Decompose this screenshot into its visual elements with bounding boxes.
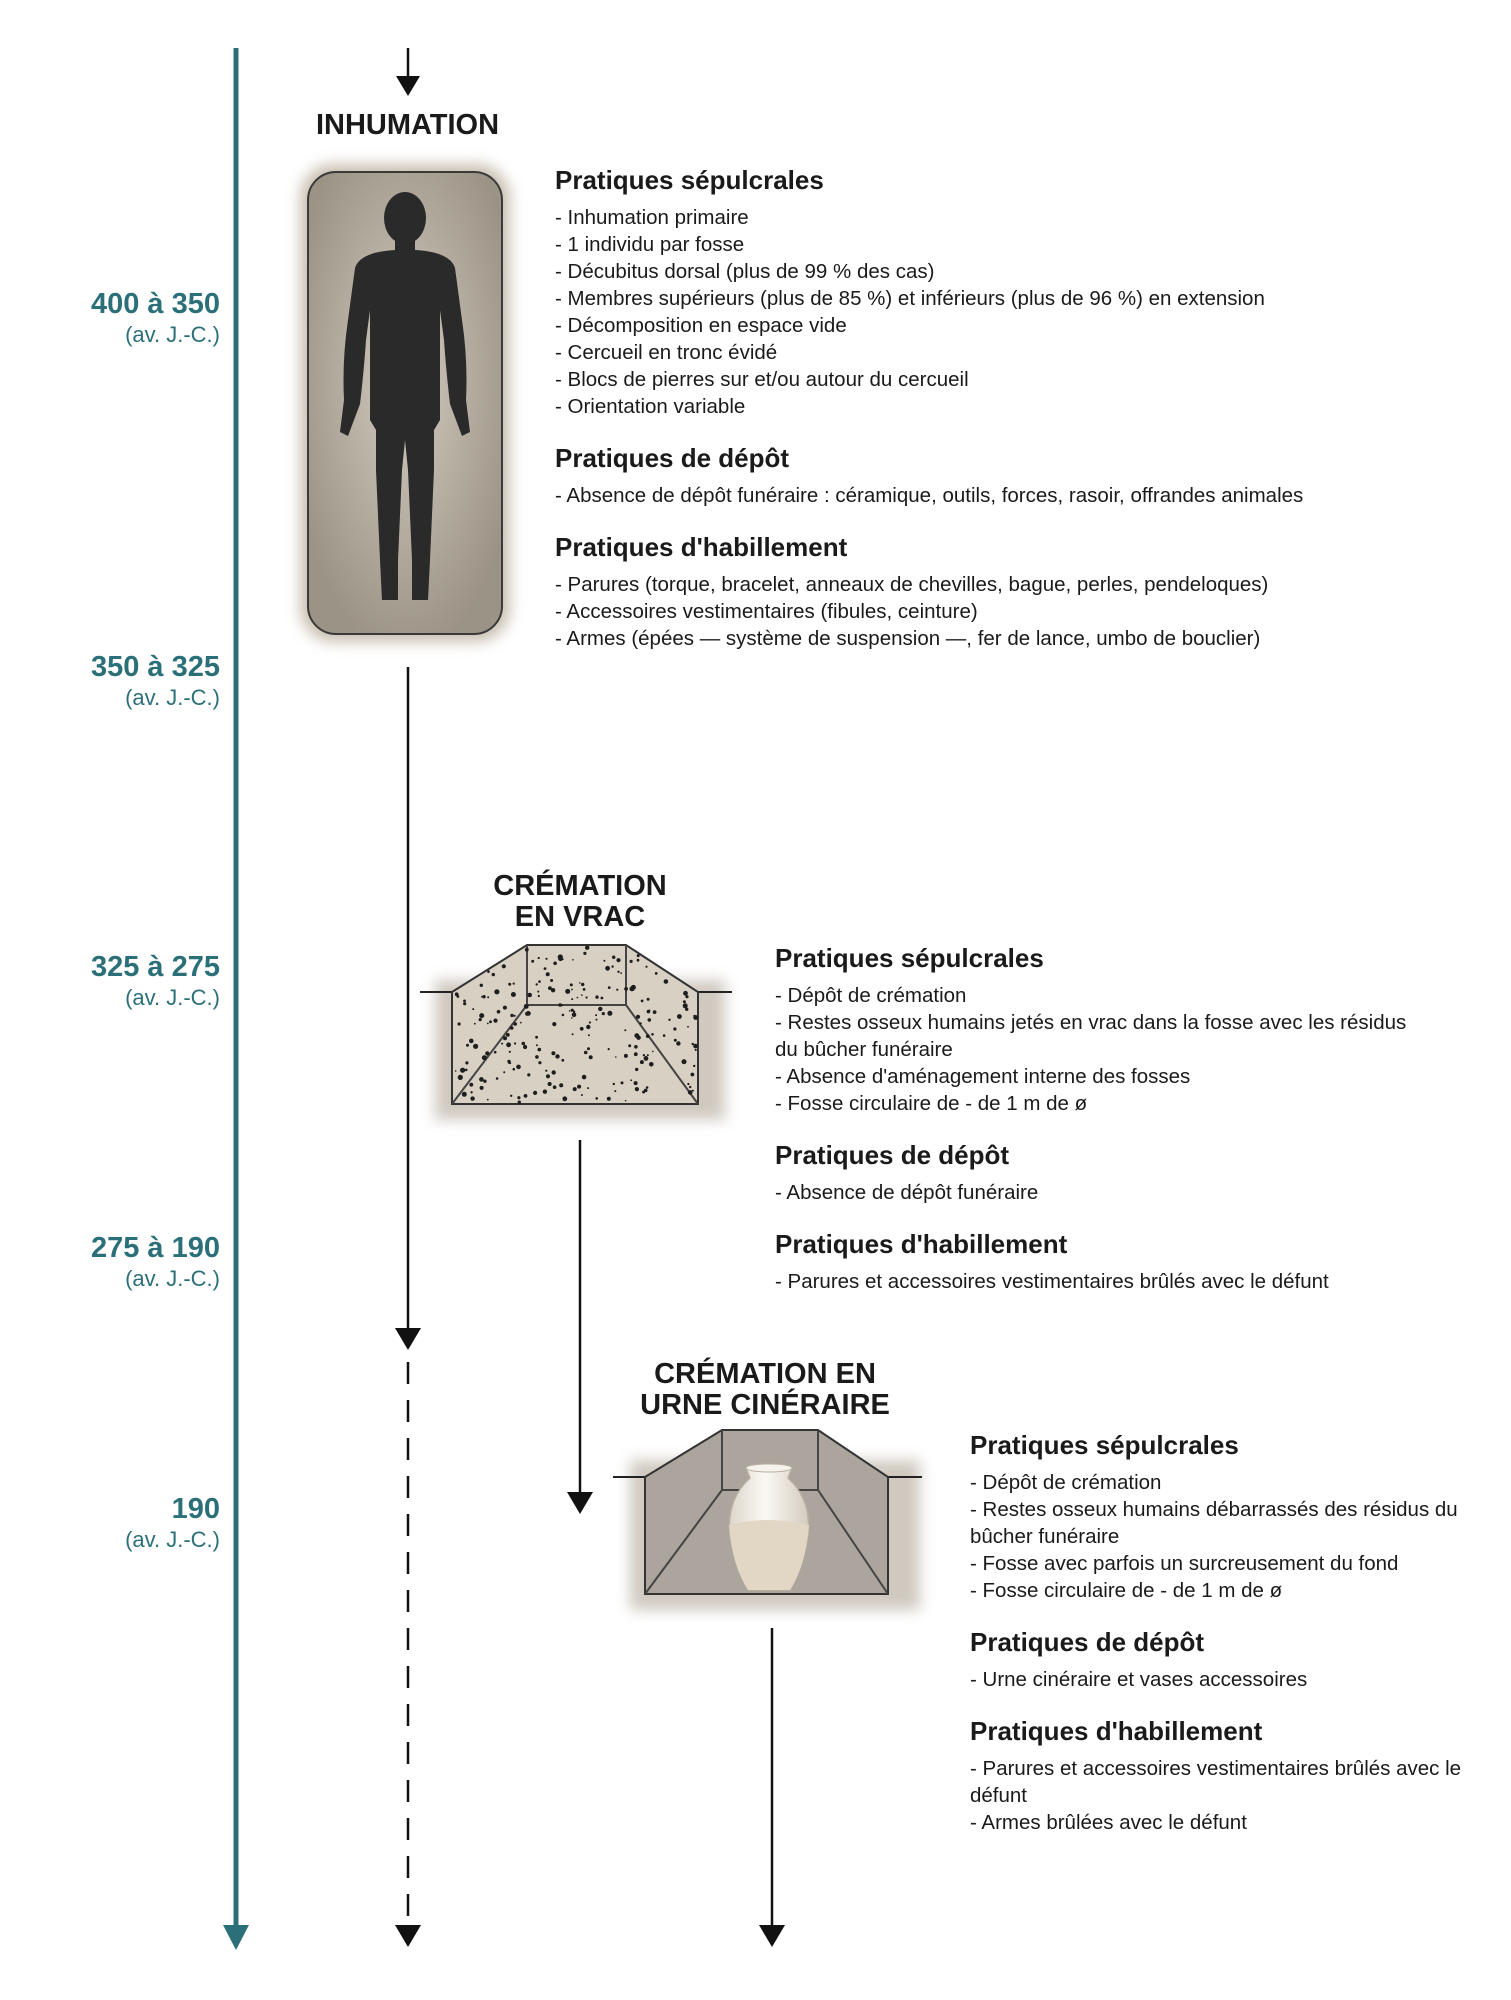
- speckle: [644, 1056, 649, 1061]
- list-item: - Blocs de pierres sur et/ou autour du cercueil: [555, 368, 969, 391]
- speckle: [630, 960, 633, 963]
- speckle: [466, 1044, 469, 1047]
- speckle: [537, 991, 539, 993]
- speckle: [506, 1033, 510, 1037]
- speckle: [586, 1025, 590, 1029]
- speckle: [683, 991, 688, 996]
- speckle: [511, 992, 516, 997]
- speckle: [487, 996, 489, 998]
- list-item: - Absence de dépôt funéraire: [775, 1181, 1039, 1204]
- speckle: [487, 1099, 489, 1101]
- date-range: 325 à 275: [90, 951, 220, 983]
- speckle: [522, 1042, 526, 1046]
- speckle: [676, 1041, 680, 1045]
- section-heading: Pratiques de dépôt: [775, 1140, 1010, 1170]
- speckle: [636, 1036, 640, 1040]
- list-item: - Décubitus dorsal (plus de 99 % des cas): [555, 260, 935, 283]
- speckle: [579, 982, 581, 984]
- speckle: [677, 1014, 682, 1019]
- speckle: [598, 1007, 602, 1011]
- coffin-group: [300, 164, 510, 642]
- speckle: [543, 1090, 547, 1094]
- speckle: [687, 1026, 689, 1028]
- speckle: [517, 1096, 520, 1099]
- speckle: [552, 1022, 556, 1026]
- speckle: [683, 1000, 686, 1003]
- section-list: [555, 204, 1455, 420]
- speckle: [620, 972, 622, 974]
- speckle: [552, 1070, 556, 1074]
- speckle: [494, 989, 499, 994]
- speckle: [581, 994, 583, 996]
- speckle: [649, 1062, 654, 1067]
- speckle: [480, 984, 483, 987]
- speckle: [562, 1014, 565, 1017]
- title-line: URNE CINÉRAIRE: [640, 1389, 890, 1421]
- list-item: - Fosse circulaire de - de 1 m de ø: [970, 1579, 1283, 1602]
- speckle: [645, 966, 647, 968]
- speckle: [463, 1002, 466, 1005]
- speckle: [647, 998, 650, 1001]
- arrow-inhumation-head: [395, 1328, 421, 1350]
- speckle: [589, 1021, 591, 1023]
- speckle: [595, 995, 598, 998]
- speckle: [635, 1068, 638, 1071]
- speckle: [577, 997, 579, 999]
- speckle: [614, 1090, 616, 1092]
- speckle: [651, 1033, 654, 1036]
- date-190: [0, 1492, 220, 1554]
- section-heading: Pratiques d'habillement: [970, 1716, 1263, 1746]
- title-line: EN VRAC: [514, 901, 646, 933]
- speckle: [487, 1023, 489, 1025]
- speckle: [693, 1065, 695, 1067]
- speckle: [663, 1034, 666, 1037]
- date-era: (av. J.-C.): [125, 985, 220, 1010]
- speckle: [531, 960, 534, 963]
- speckle: [637, 959, 640, 962]
- list-item: - Fosse circulaire de - de 1 m de ø: [775, 1092, 1088, 1115]
- date-325-275: [0, 950, 220, 1012]
- info-urn-cremation: [970, 1429, 1470, 1858]
- date-350-325: [0, 650, 220, 712]
- list-item: - Décomposition en espace vide: [555, 314, 847, 337]
- speckle: [523, 1045, 527, 1049]
- speckle: [513, 983, 515, 985]
- speckle: [643, 1054, 645, 1056]
- speckle: [580, 1027, 584, 1031]
- speckle: [685, 1008, 688, 1011]
- speckle: [630, 986, 635, 991]
- speckle: [616, 958, 620, 962]
- speckle: [617, 971, 619, 973]
- speckle: [688, 1090, 693, 1095]
- speckle: [535, 1055, 539, 1059]
- speckle: [641, 1000, 644, 1003]
- speckle: [634, 1052, 638, 1056]
- speckle: [637, 954, 640, 957]
- speckle: [692, 1043, 694, 1045]
- timeline-arrowhead: [223, 1925, 249, 1950]
- speckle: [474, 1023, 476, 1025]
- speckle: [647, 1010, 651, 1014]
- speckle: [514, 1015, 516, 1017]
- list-item: - Absence de dépôt funéraire : céramique, outils, forces, rasoir, offrandes animales: [555, 484, 1304, 507]
- speckle: [553, 962, 557, 966]
- speckle: [571, 1009, 574, 1012]
- title-line: CRÉMATION EN: [654, 1358, 876, 1390]
- date-era: (av. J.-C.): [125, 322, 220, 347]
- list-item: - Dépôt de crémation: [970, 1471, 1162, 1494]
- list-item: - Membres supérieurs (plus de 85 %) et inférieurs (plus de 96 %) en extension: [555, 287, 1265, 310]
- speckle: [668, 1019, 670, 1021]
- list-item: - Restes osseux humains débarrassés des résidus du bûcher funéraire: [970, 1498, 1458, 1548]
- speckle: [647, 1054, 649, 1056]
- speckle: [601, 997, 604, 1000]
- speckle: [605, 966, 610, 971]
- speckle: [640, 1060, 644, 1064]
- speckle: [518, 1101, 521, 1104]
- speckle: [571, 1017, 573, 1019]
- speckle: [546, 1074, 550, 1078]
- section-list: [555, 482, 1455, 509]
- speckle: [636, 1015, 640, 1019]
- speckle: [571, 998, 573, 1000]
- speckle: [689, 1086, 691, 1088]
- section-list: [775, 1268, 1415, 1295]
- speckle: [463, 1000, 466, 1003]
- pit-bulk-cremation-icon: [420, 945, 732, 1120]
- speckle: [525, 948, 529, 952]
- speckle: [587, 1087, 589, 1089]
- list-item: - Parures et accessoires vestimentaires brûlés avec le défunt: [775, 1270, 1329, 1293]
- speckle: [487, 970, 490, 973]
- list-item: - Fosse avec parfois un surcreusement du fond: [970, 1552, 1399, 1575]
- speckle: [548, 986, 552, 990]
- speckle: [595, 1097, 598, 1100]
- speckle: [509, 1051, 511, 1053]
- date-era: (av. J.-C.): [125, 685, 220, 710]
- speckle: [465, 1061, 468, 1064]
- speckle: [584, 1051, 588, 1055]
- date-range: 275 à 190: [90, 1232, 220, 1264]
- speckle: [527, 993, 532, 998]
- arrow-bulk-head: [567, 1492, 593, 1514]
- speckle: [589, 1055, 593, 1059]
- speckle: [524, 1094, 528, 1098]
- speckle: [485, 1051, 489, 1055]
- speckle: [611, 965, 613, 967]
- speckle: [536, 1044, 538, 1046]
- speckle: [473, 1044, 478, 1049]
- speckle: [513, 1022, 517, 1026]
- speckle: [533, 1091, 537, 1095]
- speckle: [559, 1083, 563, 1087]
- speckle: [462, 1092, 467, 1097]
- speckle: [673, 1027, 676, 1030]
- section-heading: Pratiques de dépôt: [970, 1627, 1205, 1657]
- speckle: [497, 1010, 501, 1014]
- section-heading: Pratiques d'habillement: [775, 1229, 1068, 1259]
- speckle: [470, 1096, 474, 1100]
- speckle: [483, 1080, 486, 1083]
- speckle: [587, 1047, 590, 1050]
- speckle: [482, 1055, 487, 1060]
- list-item: - Absence d'aménagement interne des fosses: [775, 1065, 1191, 1088]
- speckle: [561, 1059, 564, 1062]
- speckle: [615, 1056, 617, 1058]
- section-list: [970, 1666, 1470, 1693]
- list-item: - Inhumation primaire: [555, 206, 749, 229]
- speckle: [492, 973, 495, 976]
- speckle: [470, 1091, 472, 1093]
- section-list: [775, 982, 1415, 1117]
- mode-title-urn-cremation: [615, 1359, 915, 1421]
- speckle: [695, 1049, 697, 1051]
- speckle: [520, 1022, 522, 1024]
- speckle: [573, 1087, 577, 1091]
- speckle: [555, 1054, 559, 1058]
- speckle: [625, 1100, 627, 1102]
- section-list: [775, 1179, 1415, 1206]
- pit-urn-cremation-icon: [613, 1430, 922, 1610]
- speckle: [503, 1006, 507, 1010]
- speckle: [653, 1010, 657, 1014]
- speckle: [652, 1051, 654, 1053]
- speckle: [510, 1095, 512, 1097]
- speckle: [455, 992, 459, 996]
- speckle: [510, 1014, 513, 1017]
- speckle: [538, 995, 540, 997]
- speckle: [503, 1071, 505, 1073]
- list-item: - Dépôt de crémation: [775, 984, 967, 1007]
- speckle: [572, 1013, 577, 1018]
- arrow-start-head: [396, 76, 420, 96]
- speckle: [596, 1019, 598, 1021]
- speckle: [634, 1081, 638, 1085]
- speckle: [595, 1014, 597, 1016]
- speckle: [472, 1008, 474, 1010]
- speckle: [581, 1094, 583, 1096]
- speckle: [691, 1073, 695, 1077]
- speckle: [458, 1022, 461, 1025]
- speckle: [489, 1020, 492, 1023]
- date-275-190: [0, 1231, 220, 1293]
- speckle: [482, 995, 485, 998]
- speckle: [692, 1090, 694, 1092]
- mode-title-bulk-cremation: [445, 871, 715, 933]
- speckle: [508, 983, 511, 986]
- speckle: [510, 1026, 514, 1030]
- speckle: [572, 959, 574, 961]
- list-item: - Parures (torque, bracelet, anneaux de chevilles, bague, perles, pendeloques): [555, 573, 1269, 596]
- speckle: [548, 1082, 552, 1086]
- speckle: [607, 1011, 612, 1016]
- speckle: [551, 1051, 555, 1055]
- speckle: [538, 980, 541, 983]
- speckle: [527, 1073, 530, 1076]
- speckle: [581, 983, 584, 986]
- list-item: - Parures et accessoires vestimentaires brûlés avec le défunt: [970, 1757, 1462, 1807]
- speckle: [628, 1044, 631, 1047]
- speckle: [616, 989, 618, 991]
- section-heading: Pratiques de dépôt: [555, 443, 790, 473]
- speckle: [655, 972, 658, 975]
- speckle: [561, 1004, 563, 1006]
- section-heading: Pratiques sépulcrales: [775, 943, 1044, 973]
- speckle: [480, 1086, 484, 1090]
- section-list: [970, 1469, 1470, 1604]
- speckle: [562, 1096, 567, 1101]
- speckle: [514, 1042, 516, 1044]
- date-era: (av. J.-C.): [125, 1527, 220, 1552]
- speckle: [545, 1070, 547, 1072]
- speckle: [608, 986, 611, 989]
- title-line: CRÉMATION: [493, 870, 667, 902]
- speckle: [553, 1085, 557, 1089]
- speckle: [613, 1083, 615, 1085]
- speckle: [607, 1097, 611, 1101]
- speckle: [494, 1051, 497, 1054]
- speckle: [577, 1085, 581, 1089]
- arrow-urn-head: [759, 1925, 785, 1947]
- speckle: [608, 1048, 610, 1050]
- info-inhumation: [555, 164, 1455, 674]
- speckle: [687, 1083, 689, 1085]
- speckle: [624, 987, 628, 991]
- speckle: [503, 1036, 507, 1040]
- speckle: [565, 989, 570, 994]
- speckle: [526, 1011, 531, 1016]
- speckle: [470, 1084, 472, 1086]
- speckle: [516, 1065, 521, 1070]
- speckle: [536, 983, 538, 985]
- speckle: [465, 1069, 468, 1072]
- speckle: [634, 1045, 638, 1049]
- list-item: - 1 individu par fosse: [555, 233, 745, 256]
- info-bulk-cremation: [775, 942, 1415, 1317]
- list-item: - Urne cinéraire et vases accessoires: [970, 1668, 1308, 1691]
- speckle: [572, 1033, 574, 1035]
- list-item: - Restes osseux humains jetés en vrac dans la fosse avec les résidus du bûcher funéraire: [775, 1011, 1407, 1061]
- speckle: [570, 983, 573, 986]
- speckle: [496, 1077, 499, 1080]
- speckle: [664, 979, 669, 984]
- speckle: [550, 979, 553, 982]
- speckle: [469, 1039, 474, 1044]
- speckle: [546, 972, 550, 976]
- speckle: [693, 1015, 698, 1020]
- speckle: [693, 1044, 698, 1049]
- list-item: - Cercueil en tronc évidé: [555, 341, 778, 364]
- speckle: [621, 1081, 624, 1084]
- speckle: [624, 1054, 628, 1058]
- speckle: [538, 1048, 542, 1052]
- speckle: [612, 956, 615, 959]
- speckle: [588, 1034, 590, 1036]
- speckle: [538, 1061, 541, 1064]
- speckle: [646, 1034, 650, 1038]
- speckle: [571, 989, 573, 991]
- speckle: [583, 952, 586, 955]
- section-heading: Pratiques d'habillement: [555, 532, 848, 562]
- speckle: [639, 1022, 641, 1024]
- speckle: [583, 988, 586, 991]
- speckle: [460, 1068, 465, 1073]
- speckle: [586, 996, 588, 998]
- speckle: [682, 1059, 687, 1064]
- speckle: [507, 1060, 510, 1063]
- date-400-350: [0, 287, 220, 349]
- date-era: (av. J.-C.): [125, 1266, 220, 1291]
- speckle: [630, 1079, 632, 1081]
- list-item: - Armes brûlées avec le défunt: [970, 1811, 1247, 1834]
- mode-title-inhumation: INHUMATION: [315, 109, 500, 141]
- speckle: [506, 1042, 511, 1047]
- speckle: [585, 946, 589, 950]
- speckle: [501, 1043, 503, 1045]
- speckle: [502, 964, 506, 968]
- speckle: [544, 967, 547, 970]
- section-list: [555, 571, 1455, 652]
- list-item: - Orientation variable: [555, 395, 746, 418]
- date-range: 400 à 350: [90, 288, 220, 320]
- speckle: [513, 1068, 516, 1071]
- arrow-inhumation-dashed-head: [395, 1925, 421, 1947]
- speckle: [524, 1004, 529, 1009]
- speckle: [455, 1070, 457, 1072]
- speckle: [646, 1086, 649, 1089]
- list-item: - Armes (épées — système de suspension —, fer de lance, umbo de bouclier): [555, 627, 1261, 650]
- date-range: 190: [171, 1493, 220, 1525]
- speckle: [603, 960, 605, 962]
- speckle: [493, 1019, 497, 1023]
- speckle: [538, 957, 540, 959]
- speckle: [569, 1010, 571, 1012]
- section-heading: Pratiques sépulcrales: [555, 165, 824, 195]
- list-item: - Accessoires vestimentaires (fibules, ceinture): [555, 600, 978, 623]
- speckle: [582, 1075, 587, 1080]
- speckle: [602, 1012, 605, 1015]
- speckle: [674, 1039, 677, 1042]
- speckle: [545, 958, 547, 960]
- speckle: [458, 1075, 463, 1080]
- section-list: [970, 1755, 1470, 1836]
- speckle: [479, 1013, 484, 1018]
- speckle: [479, 1077, 484, 1082]
- section-heading: Pratiques sépulcrales: [970, 1430, 1239, 1460]
- date-range: 350 à 325: [90, 651, 220, 683]
- speckle: [624, 1029, 626, 1031]
- speckle: [479, 1018, 482, 1021]
- speckle: [635, 1087, 639, 1091]
- speckle: [648, 1018, 652, 1022]
- speckle: [642, 1091, 645, 1094]
- speckle: [558, 956, 563, 961]
- speckle: [535, 1036, 538, 1039]
